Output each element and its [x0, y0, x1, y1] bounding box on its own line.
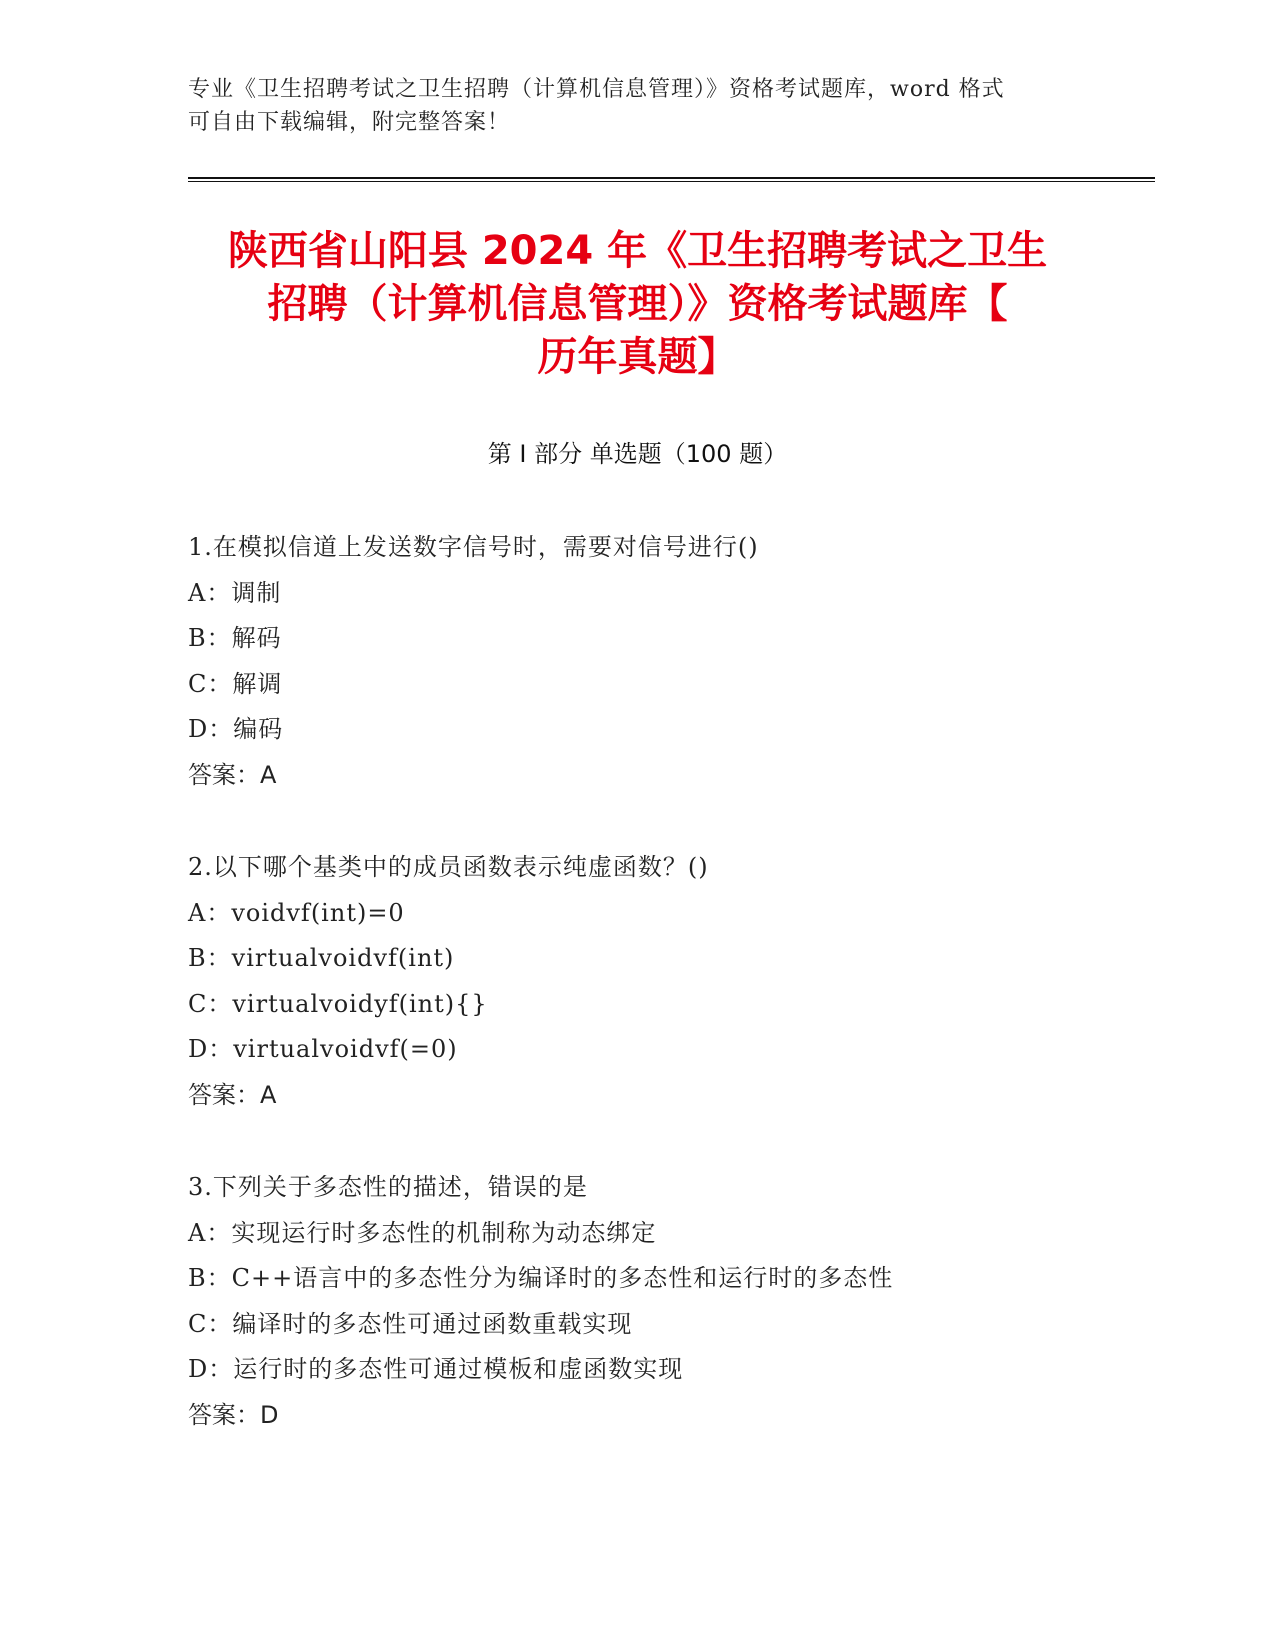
option-a: A：voidvf(int)=0	[188, 898, 405, 927]
document-title-line-3: 历年真题】	[537, 334, 738, 380]
question-1	[188, 525, 1138, 798]
question-stem: 2.以下哪个基类中的成员函数表示纯虚函数？()	[188, 853, 709, 881]
header-divider-thin	[188, 181, 1155, 182]
document-title-line-1: 陕西省山阳县 2024 年《卫生招聘考试之卫生	[227, 228, 1048, 274]
header-note-line-2: 可自由下载编辑，附完整答案！	[188, 110, 511, 135]
header-divider-thick	[188, 177, 1155, 179]
answer: 答案：A	[188, 760, 277, 789]
answer: 答案：A	[188, 1080, 277, 1109]
option-a: A：实现运行时多态性的机制称为动态绑定	[188, 1218, 657, 1247]
header-note-line-1: 专业《卫生招聘考试之卫生招聘（计算机信息管理）》资格考试题库，word 格式	[188, 77, 1005, 102]
option-c: C：virtualvoidyf(int){}	[188, 989, 488, 1018]
question-stem: 3.下列关于多态性的描述，错误的是	[188, 1173, 588, 1201]
section-title: 第 I 部分 单选题（100 题）	[487, 440, 788, 468]
option-b: B：virtualvoidvf(int)	[188, 944, 455, 972]
option-b: B：C++语言中的多态性分为编译时的多态性和运行时的多态性	[188, 1264, 894, 1292]
option-d: D：virtualvoidvf(=0)	[188, 1035, 458, 1063]
question-3	[188, 1165, 1138, 1438]
option-d: D：运行时的多态性可通过模板和虚函数实现	[188, 1355, 684, 1383]
header-note	[188, 73, 1088, 139]
question-stem: 1.在模拟信道上发送数字信号时，需要对信号进行()	[188, 533, 759, 561]
document-title	[150, 225, 1125, 384]
answer: 答案：D	[188, 1400, 279, 1429]
option-b: B：解码	[188, 624, 282, 652]
option-c: C：解调	[188, 669, 283, 698]
option-d: D：编码	[188, 715, 284, 743]
option-c: C：编译时的多态性可通过函数重载实现	[188, 1309, 633, 1338]
document-title-line-2: 招聘（计算机信息管理）》资格考试题库【	[267, 281, 1008, 327]
question-2	[188, 845, 1138, 1118]
option-a: A：调制	[188, 578, 282, 607]
